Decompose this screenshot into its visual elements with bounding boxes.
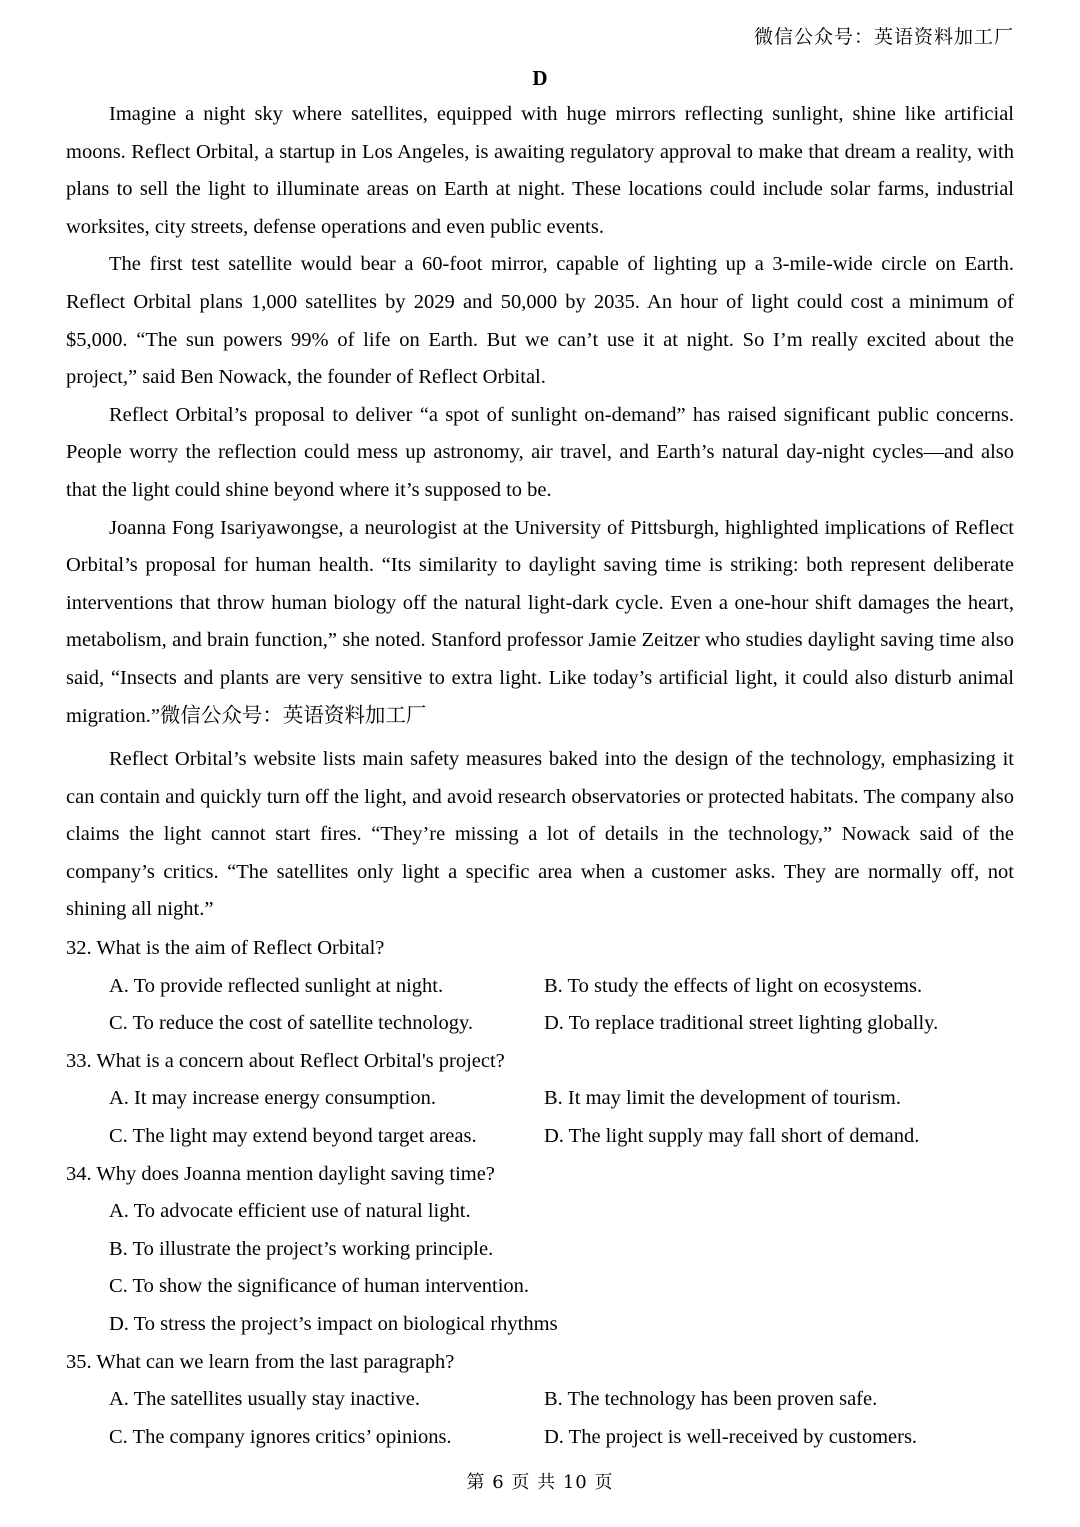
question-stem: 35. What can we learn from the last paragraph? [66,1350,455,1373]
page-header-watermark: 微信公众号：英语资料加工厂 [753,26,1014,48]
option-d: D. To stress the project’s impact on biological rhythms [109,1312,558,1335]
option-a: A. It may increase energy consumption. [109,1087,436,1110]
option-c: C. To show the significance of human intervention. [109,1275,530,1298]
question-stem: 32. What is the aim of Reflect Orbital? [66,937,385,959]
question-stem: 34. Why does Joanna mention daylight saving time? [66,1162,495,1185]
option-list [66,968,1014,1043]
option-b: B. To study the effects of light on ecosystems. [544,974,923,997]
question-list [66,930,1014,1456]
option-c: C. To reduce the cost of satellite technology. [109,1012,474,1035]
reading-passage [66,96,1014,929]
option-d: D. The light supply may fall short of demand. [544,1124,920,1147]
passage-paragraph-3: Reflect Orbital’s proposal to deliver “a spot of sunlight on-demand” has raised significant public concerns. People worry the reflection could mess up astronomy, air travel, and Earth’s natural day-night cycles—and also that the light could shine beyond where it’s supposed to be. [66,403,1014,501]
passage-paragraph-5: Reflect Orbital’s website lists main safety measures baked into the design of the technology, emphasizing it can contain and quickly turn off the light, and avoid research observatories or protected habitats. The company also claims the light cannot start fires. “They’re missing a lot of details in the technology,” Nowack said of the company’s critics. “The satellites only light a specific area when a customer asks. They are normally off, not shining all night.” [66,748,1014,921]
option-a: A. The satellites usually stay inactive. [109,1388,421,1411]
option-b: B. The technology has been proven safe. [544,1388,878,1411]
option-d: D. The project is well-received by customers. [544,1425,918,1448]
option-c: C. The light may extend beyond target areas. [109,1124,477,1147]
option-list [66,1193,1014,1343]
question-34 [66,1156,1014,1344]
option-d: D. To replace traditional street lighting globally. [544,1012,939,1035]
option-c: C. The company ignores critics’ opinions. [109,1425,452,1448]
option-a: A. To provide reflected sunlight at night. [109,974,444,997]
question-33 [66,1043,1014,1156]
option-a: A. To advocate efficient use of natural light. [109,1200,471,1223]
option-b: B. It may limit the development of tourism. [544,1087,901,1110]
option-b: B. To illustrate the project’s working principle. [109,1237,494,1260]
section-title: D [532,66,548,90]
passage-paragraph-1: Imagine a night sky where satellites, equipped with huge mirrors reflecting sunlight, shine like artificial moons. Reflect Orbital, a startup in Los Angeles, is awaiting regulatory approval to make that dream a reality, with plans to sell the light to illuminate areas on Earth at night. These locations could include solar farms, industrial worksites, city streets, defense operations and even public events. [66,103,1014,238]
page-number-footer: 第 6 页 共 10 页 [466,1472,614,1493]
option-list [66,1080,1014,1155]
passage-paragraph-2: The first test satellite would bear a 60-foot mirror, capable of lighting up a 3-mile-wide circle on Earth. Reflect Orbital plans 1,000 satellites by 2029 and 50,000 by 2035. An hour of light could cost a minimum of $5,000. “The sun powers 99% of life on Earth. But we can’t use it at night. So I’m really excited about the project,” said Ben Nowack, the founder of Reflect Orbital. [66,253,1014,389]
question-stem: 33. What is a concern about Reflect Orbital's project? [66,1049,505,1072]
question-32 [66,930,1014,1043]
question-35 [66,1344,1014,1457]
passage-paragraph-4: Joanna Fong Isariyawongse, a neurologist at the University of Pittsburgh, highlighted implications of Reflect Orbital’s proposal for human health. “Its similarity to daylight saving time is striking: both represent deliberate interventions that throw human biology off the natural light-dark cycle. Even a one-hour shift damages the heart, metabolism, and brain function,” she noted. Stanford professor Jamie Zeitzer who studies daylight saving time also said, “Insects and plants are very sensitive to extra light. Like today’s artificial light, it could also disturb animal migration.”微信公众号：英语资料加工厂 [66,516,1014,727]
option-list [66,1381,1014,1456]
